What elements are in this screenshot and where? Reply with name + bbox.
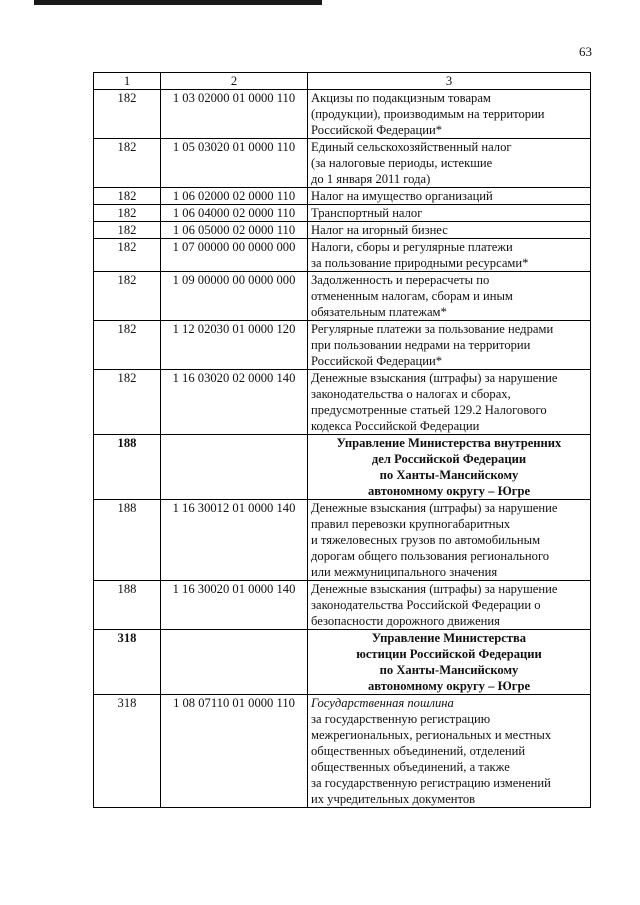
description-line: Денежные взыскания (штрафы) за нарушение — [311, 501, 558, 515]
admin-code-cell: 318 — [94, 630, 161, 695]
description-line: отмененным налогам, сборам и иным — [311, 289, 513, 303]
table-row — [94, 272, 591, 321]
budget-code-cell: 1 06 02000 02 0000 110 — [161, 188, 308, 205]
table-row — [94, 695, 591, 808]
description-cell — [308, 581, 591, 630]
description-line: по Ханты-Мансийскому — [379, 468, 519, 482]
column-header-1: 1 — [94, 73, 161, 90]
table-row — [94, 370, 591, 435]
description-line: автономному округу – Югре — [367, 484, 531, 498]
description-cell — [308, 90, 591, 139]
budget-code-cell: 1 07 00000 00 0000 000 — [161, 239, 308, 272]
description-line: Задолженность и перерасчеты по — [311, 273, 490, 287]
description-cell — [308, 139, 591, 188]
description-line: Единый сельскохозяйственный налог — [311, 140, 512, 154]
table-row — [94, 239, 591, 272]
description-line: Управление Министерства — [371, 631, 527, 645]
org-header-row — [94, 630, 591, 695]
budget-code-cell: 1 05 03020 01 0000 110 — [161, 139, 308, 188]
description-line: юстиции Российской Федерации — [356, 647, 542, 661]
description-line: законодательства Российской Федерации о — [311, 598, 541, 612]
description-line: правил перевозки крупногабаритных — [311, 517, 511, 531]
description-cell — [308, 205, 591, 222]
admin-code-cell: 182 — [94, 321, 161, 370]
description-line: законодательства о налогах и сборах, — [311, 387, 511, 401]
budget-code-cell: 1 12 02030 01 0000 120 — [161, 321, 308, 370]
admin-code-cell: 182 — [94, 188, 161, 205]
description-cell — [308, 500, 591, 581]
table-row — [94, 90, 591, 139]
table-row — [94, 321, 591, 370]
description-line: до 1 января 2011 года) — [311, 172, 431, 186]
org-header-row — [94, 435, 591, 500]
admin-code-cell: 182 — [94, 370, 161, 435]
budget-code-cell: 1 03 02000 01 0000 110 — [161, 90, 308, 139]
description-line: при пользовании недрами на территории — [311, 338, 531, 352]
description-line: за государственную регистрацию изменений — [311, 776, 551, 790]
description-line: Российской Федерации* — [311, 123, 442, 137]
description-line: Российской Федерации* — [311, 354, 442, 368]
table-row — [94, 205, 591, 222]
description-line: обязательным платежам* — [311, 305, 447, 319]
budget-code-cell: 1 06 05000 02 0000 110 — [161, 222, 308, 239]
description-line: Управление Министерства внутренних — [336, 436, 562, 450]
description-line: общественных объединений, отделений — [311, 744, 526, 758]
admin-code-cell: 188 — [94, 435, 161, 500]
table-row — [94, 222, 591, 239]
description-line: Налоги, сборы и регулярные платежи — [311, 240, 513, 254]
budget-classification-table — [93, 72, 591, 808]
description-cell — [308, 272, 591, 321]
top-scan-edge — [34, 0, 322, 5]
table-header-row — [94, 73, 591, 90]
description-cell — [308, 695, 591, 808]
admin-code-cell: 318 — [94, 695, 161, 808]
table-row — [94, 500, 591, 581]
admin-code-cell: 188 — [94, 581, 161, 630]
description-line: Транспортный налог — [311, 206, 423, 220]
description-line: Акцизы по подакцизным товарам — [311, 91, 491, 105]
budget-code-cell: 1 08 07110 01 0000 110 — [161, 695, 308, 808]
budget-code-cell: 1 06 04000 02 0000 110 — [161, 205, 308, 222]
column-header-3: 3 — [308, 73, 591, 90]
description-line: межрегиональных, региональных и местных — [311, 728, 552, 742]
description-line: автономному округу – Югре — [367, 679, 531, 693]
page-number: 63 — [579, 44, 592, 59]
description-line: Денежные взыскания (штрафы) за нарушение — [311, 582, 558, 596]
description-cell — [308, 370, 591, 435]
description-line: за государственную регистрацию — [311, 712, 491, 726]
description-line: кодекса Российской Федерации — [311, 419, 480, 433]
budget-code-cell: 1 16 03020 02 0000 140 — [161, 370, 308, 435]
description-line: или межмуниципального значения — [311, 565, 498, 579]
description-line: за пользование природными ресурсами* — [311, 256, 529, 270]
admin-code-cell: 182 — [94, 222, 161, 239]
description-line: Налог на игорный бизнес — [311, 223, 448, 237]
description-line: (за налоговые периоды, истекшие — [311, 156, 493, 170]
description-cell — [308, 239, 591, 272]
description-line: их учредительных документов — [311, 792, 476, 806]
description-cell — [308, 321, 591, 370]
admin-code-cell: 188 — [94, 500, 161, 581]
description-line: (продукции), производимым на территории — [311, 107, 545, 121]
admin-code-cell: 182 — [94, 205, 161, 222]
description-cell — [308, 435, 591, 500]
admin-code-cell: 182 — [94, 239, 161, 272]
description-line: Государственная пошлина — [311, 696, 454, 710]
description-line: и тяжеловесных грузов по автомобильным — [311, 533, 541, 547]
description-line: дел Российской Федерации — [371, 452, 527, 466]
budget-code-cell: 1 16 30012 01 0000 140 — [161, 500, 308, 581]
description-line: по Ханты-Мансийскому — [379, 663, 519, 677]
description-line: дорогам общего пользования регионального — [311, 549, 550, 563]
table-row — [94, 581, 591, 630]
description-cell — [308, 630, 591, 695]
description-line: Налог на имущество организаций — [311, 189, 493, 203]
column-header-2: 2 — [161, 73, 308, 90]
budget-code-cell — [161, 435, 308, 500]
description-line: безопасности дорожного движения — [311, 614, 500, 628]
admin-code-cell: 182 — [94, 90, 161, 139]
table-row — [94, 188, 591, 205]
description-cell — [308, 188, 591, 205]
description-line: предусмотренные статьей 129.2 Налогового — [311, 403, 547, 417]
description-line: общественных объединений, а также — [311, 760, 510, 774]
description-line: Регулярные платежи за пользование недрами — [311, 322, 554, 336]
description-line: Денежные взыскания (штрафы) за нарушение — [311, 371, 558, 385]
budget-code-cell — [161, 630, 308, 695]
budget-code-cell: 1 09 00000 00 0000 000 — [161, 272, 308, 321]
admin-code-cell: 182 — [94, 139, 161, 188]
table-row — [94, 139, 591, 188]
table-body — [94, 90, 591, 808]
budget-code-cell: 1 16 30020 01 0000 140 — [161, 581, 308, 630]
admin-code-cell: 182 — [94, 272, 161, 321]
description-cell — [308, 222, 591, 239]
